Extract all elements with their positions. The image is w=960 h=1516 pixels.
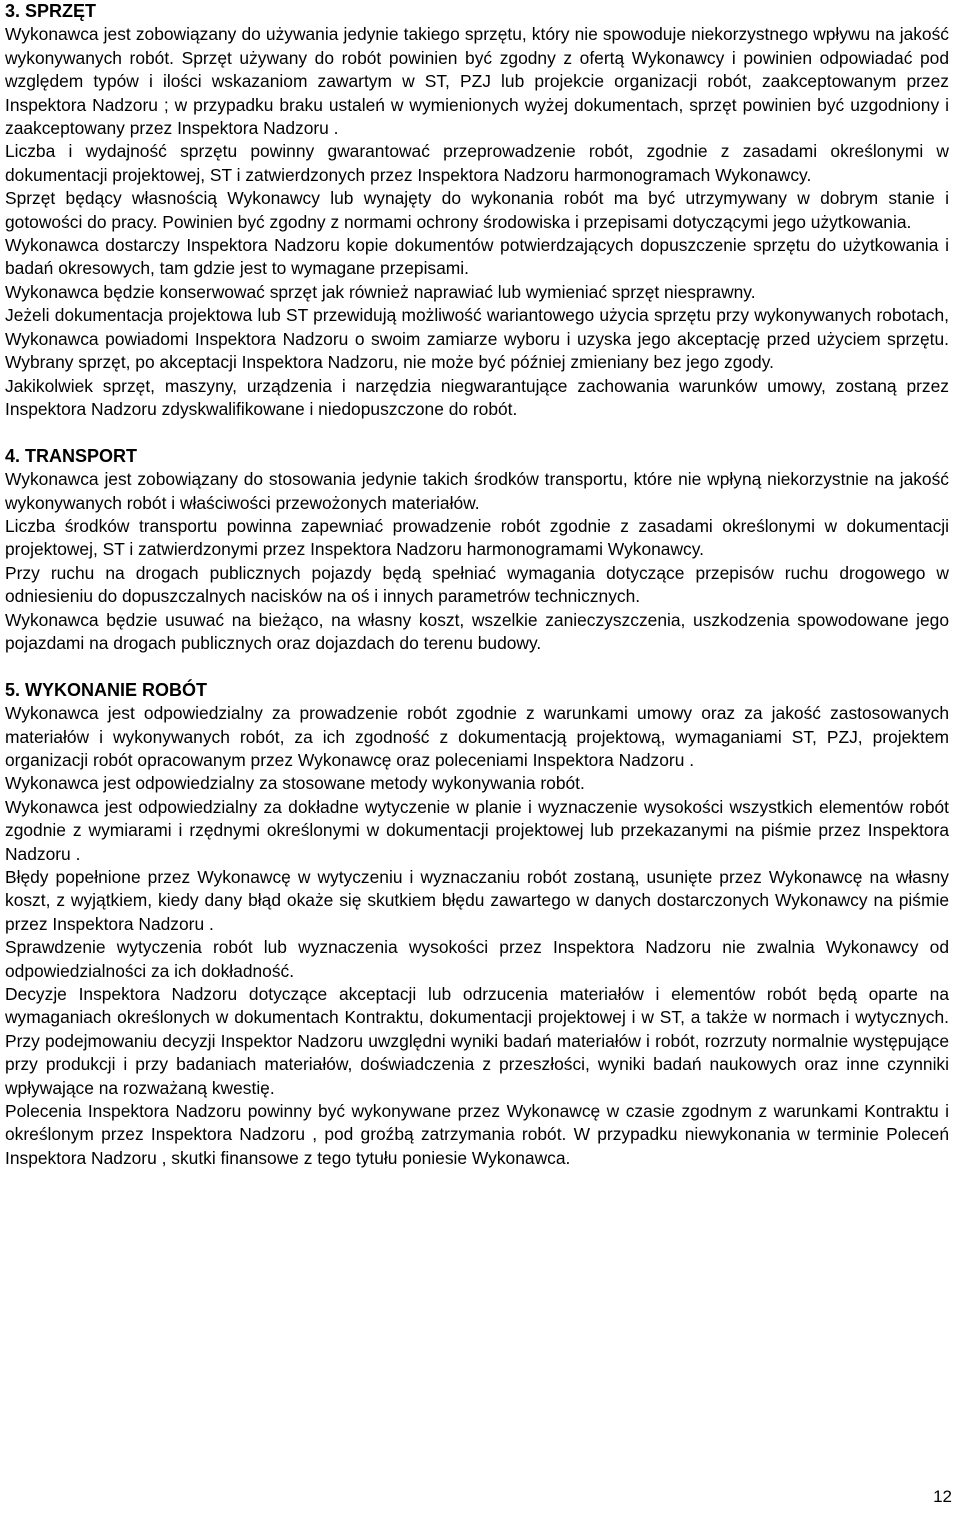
paragraph: Polecenia Inspektora Nadzoru powinny być wykonywane przez Wykonawcę w czasie zgodnym z warunkami Kontraktu i określonym przez Inspektora Nadzoru , pod groźbą zatrzymania robót. W przypadku niewykonania w terminie Poleceń Inspektora Nadzoru , skutki finansowe z tego tytułu poniesie Wykonawca.	[5, 1101, 949, 1168]
paragraph: Wykonawca będzie usuwać na bieżąco, na własny koszt, wszelkie zanieczyszczenia, uszkodzenia spowodowane jego pojazdami na drogach publicznych oraz dojazdach do terenu budowy.	[5, 609, 949, 653]
paragraph: Wykonawca dostarczy Inspektora Nadzoru kopie dokumentów potwierdzających dopuszczenie sprzętu do użytkowania i badań okresowych, tam gdzie jest to wymagane przepisami.	[5, 235, 949, 279]
paragraph: Wykonawca jest zobowiązany do używania jedynie takiego sprzętu, który nie spowoduje niekorzystnego wpływu na jakość wykonywanych robót. Sprzęt używany do robót powinien być zgodny z ofertą Wykonawcy i powinien odpowiadać pod względem typów i ilości wskazaniom zawartym w ST, PZJ lub projekcie organizacji robót, zaakceptowanym przez Inspektora Nadzoru ; w przypadku braku ustaleń w wymienionych wyżej dokumentach, sprzęt powinien być uzgodniony i zaakceptowany przez Inspektora Nadzoru .	[5, 24, 949, 139]
paragraph: Wykonawca jest zobowiązany do stosowania jedynie takich środków transportu, które nie wpłyną niekorzystnie na jakość wykonywanych robót i właściwości przewożonych materiałów.	[5, 469, 949, 513]
page-number: 12	[933, 1487, 952, 1506]
paragraph: Decyzje Inspektora Nadzoru dotyczące akceptacji lub odrzucenia materiałów i elementów robót będą oparte na wymaganiach określonych w dokumentach Kontraktu, dokumentacji projektowej i w ST, a także w normach i wytycznych. Przy podejmowaniu decyzji Inspektor Nadzoru uwzględni wyniki badań materiałów i robót, rozrzuty normalnie występujące przy produkcji i przy badaniach materiałów, doświadczenia z przeszłości, wyniki badań naukowych oraz inne czynniki wpływające na rozważaną kwestię.	[5, 984, 949, 1098]
section-heading: 5. WYKONANIE ROBÓT	[5, 679, 208, 700]
document-page	[5, 0, 949, 1170]
section-sprzet	[5, 0, 949, 421]
section-heading: 3. SPRZĘT	[5, 1, 97, 21]
paragraph: Jakikolwiek sprzęt, maszyny, urządzenia i narzędzia niegwarantujące zachowania warunków umowy, zostaną przez Inspektora Nadzoru zdyskwalifikowane i niedopuszczone do robót.	[5, 375, 949, 419]
paragraph: Wykonawca jest odpowiedzialny za stosowane metody wykonywania robót.	[5, 773, 585, 794]
paragraph: Liczba i wydajność sprzętu powinny gwarantować przeprowadzenie robót, zgodnie z zasadami określonymi w dokumentacji projektowej, ST i zatwierdzonych przez Inspektora Nadzoru harmonogramach Wykonawcy.	[5, 141, 949, 185]
paragraph: Przy ruchu na drogach publicznych pojazdy będą spełniać wymagania dotyczące przepisów ruchu drogowego w odniesieniu do dopuszczalnych nacisków na oś i innych parametrów technicznych.	[5, 562, 949, 607]
section-spacer	[5, 421, 949, 444]
paragraph: Wykonawca jest odpowiedzialny za prowadzenie robót zgodnie z warunkami umowy oraz za jakość zastosowanych materiałów i wykonywanych robót, za ich zgodność z dokumentacją projektową, wymaganiami ST, PZJ, projektem organizacji robót opracowanym przez Wykonawcę oraz poleceniami Inspektora Nadzoru .	[5, 703, 949, 770]
paragraph: Błędy popełnione przez Wykonawcę w wytyczeniu i wyznaczaniu robót zostaną, usunięte przez Wykonawcę na własny koszt, z wyjątkiem, kiedy dany błąd okaże się skutkiem błędu zawartego w danych dostarczonych Wykonawcy na piśmie przez Inspektora Nadzoru .	[5, 867, 949, 934]
paragraph: Sprawdzenie wytyczenia robót lub wyznaczenia wysokości przez Inspektora Nadzoru nie zwalnia Wykonawcy od odpowiedzialności za ich dokładność.	[5, 937, 949, 981]
paragraph: Wykonawca będzie konserwować sprzęt jak również naprawiać lub wymieniać sprzęt niesprawny.	[5, 281, 756, 302]
section-spacer	[5, 655, 949, 678]
paragraph: Liczba środków transportu powinna zapewniać prowadzenie robót zgodnie z zasadami określonymi w dokumentacji projektowej, ST i zatwierdzonymi przez Inspektora Nadzoru harmonogramami Wykonawcy.	[5, 515, 949, 560]
section-heading: 4. TRANSPORT	[5, 445, 138, 466]
paragraph: Sprzęt będący własnością Wykonawcy lub wynajęty do wykonania robót ma być utrzymywany w dobrym stanie i gotowości do pracy. Powinien być zgodny z normami ochrony środowiska i przepisami dotyczącymi jego użytkowania.	[5, 188, 949, 232]
section-wykonanie-robot	[5, 679, 949, 1171]
section-transport	[5, 445, 949, 656]
paragraph: Wykonawca jest odpowiedzialny za dokładne wytyczenie w planie i wyznaczenie wysokości wszystkich elementów robót zgodnie z wymiarami i rzędnymi określonymi w dokumentacji projektowej lub przekazanymi na piśmie przez Inspektora Nadzoru .	[5, 796, 949, 864]
paragraph: Jeżeli dokumentacja projektowa lub ST przewidują możliwość wariantowego użycia sprzętu przy wykonywanych robotach, Wykonawca powiadomi Inspektora Nadzoru o swoim zamiarze wyboru i uzyska jego akceptację przed użyciem sprzętu. Wybrany sprzęt, po akceptacji Inspektora Nadzoru, nie może być później zmieniany bez jego zgody.	[5, 305, 949, 373]
